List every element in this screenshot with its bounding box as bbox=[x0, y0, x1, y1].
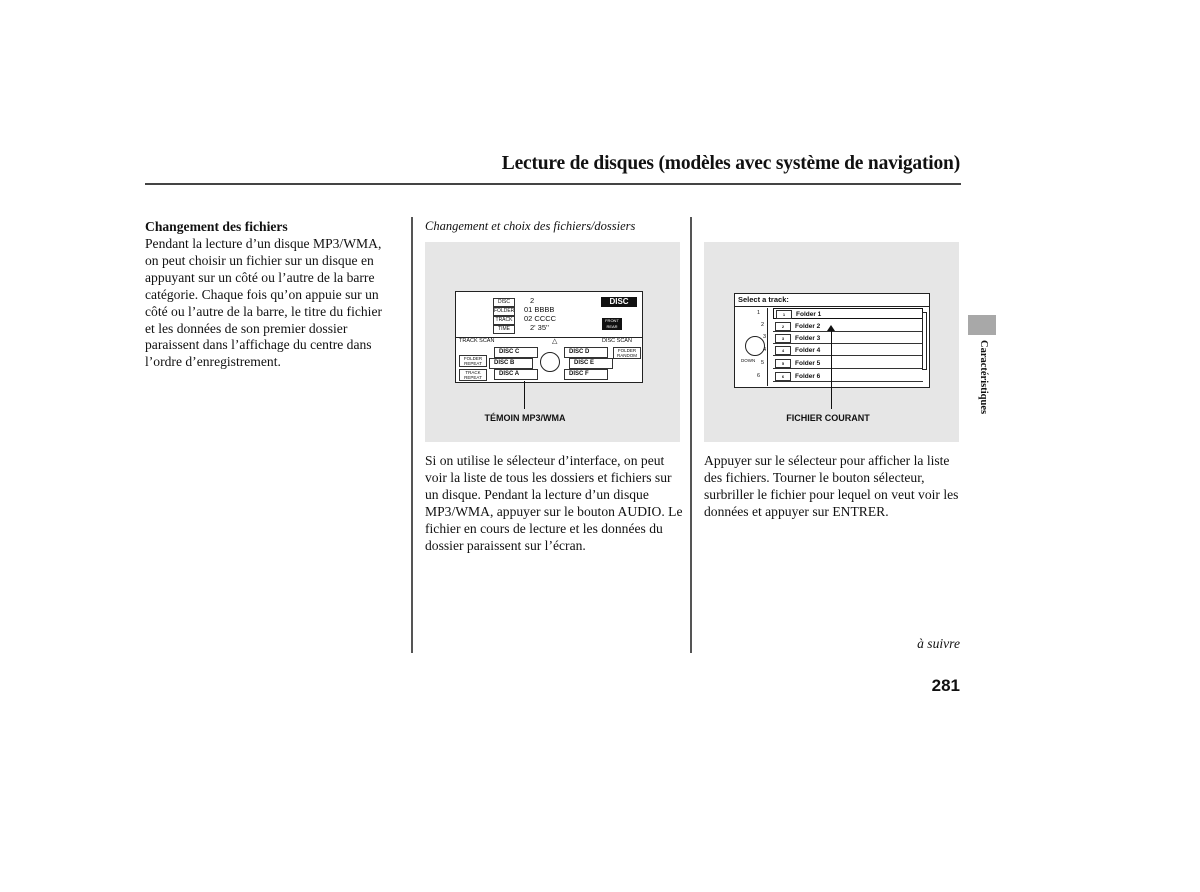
section-heading: Changement des fichiers bbox=[145, 219, 288, 234]
num-5: 5 bbox=[761, 360, 765, 366]
column-divider-2 bbox=[690, 217, 692, 653]
num-3: 3 bbox=[763, 334, 767, 340]
track-row-5: 5 Folder 5 bbox=[773, 358, 923, 369]
middle-paragraph: Si on utilise le sélecteur d’interface, on peut voir la liste de tous les dossiers et fichiers sur un disque. Pendant la lecture d’un disque MP3/WMA, appuyer sur le bouton AUDIO. Le fichier en cours de lecture et les données du dossier paraissent sur l’écran. bbox=[425, 453, 683, 553]
pointer-line bbox=[831, 329, 832, 409]
folder-icon: 3 bbox=[775, 334, 791, 343]
front-rear-badge: FRONT REAR bbox=[602, 318, 622, 330]
folder-icon: 4 bbox=[775, 346, 791, 355]
track-label: TRACK bbox=[493, 316, 515, 325]
track-row-3: 3 Folder 3 bbox=[773, 333, 923, 344]
tracks-screen bbox=[734, 293, 930, 388]
disc-value: 2 bbox=[530, 296, 535, 305]
num-1: 1 bbox=[757, 310, 761, 316]
selector-knob-icon bbox=[745, 336, 765, 356]
track-row-6: 6 Folder 6 bbox=[773, 371, 923, 382]
disc-scan-label: DISC SCAN bbox=[602, 338, 632, 344]
page-title: Lecture de disques (modèles avec système de navigation) bbox=[501, 153, 960, 174]
scrollbar bbox=[922, 312, 927, 370]
folder-icon: 6 bbox=[775, 372, 791, 381]
select-track-prompt: Select a track: bbox=[738, 295, 789, 304]
num-4: 4 bbox=[763, 347, 767, 353]
figure-disc-panel bbox=[425, 242, 680, 442]
track-row-1: 1 Folder 1 bbox=[773, 308, 923, 319]
time-value: 2' 35'' bbox=[530, 323, 549, 332]
figure-caption: Changement et choix des fichiers/dossiers bbox=[425, 219, 636, 233]
disc-e-button: DISC E bbox=[569, 358, 613, 369]
disc-screen bbox=[455, 291, 643, 383]
mp3-indicator-label: TÉMOIN MP3/WMA bbox=[484, 413, 566, 423]
folder-icon: 2 bbox=[775, 322, 791, 331]
disc-d-button: DISC D bbox=[564, 347, 608, 358]
time-label: TIME bbox=[493, 325, 515, 334]
track-row-4: 4 Folder 4 bbox=[773, 345, 923, 356]
header-rule bbox=[145, 183, 961, 185]
folder-value: 01 BBBB bbox=[524, 305, 555, 314]
section-tab bbox=[968, 315, 996, 335]
disc-mode-badge: DISC bbox=[601, 297, 637, 307]
track-value: 02 CCCC bbox=[524, 314, 557, 323]
up-arrow-icon: △ bbox=[552, 338, 558, 345]
column-divider-1 bbox=[411, 217, 413, 653]
folder-icon: 1 bbox=[776, 310, 792, 319]
arrow-up-icon bbox=[827, 325, 835, 331]
folder-repeat-button: FOLDER REPEAT bbox=[459, 355, 487, 367]
disc-b-button: DISC B bbox=[489, 358, 533, 369]
num-2: 2 bbox=[761, 322, 765, 328]
disc-label: DISC bbox=[493, 298, 515, 307]
folder-label: FOLDER bbox=[494, 308, 515, 314]
continued-note: à suivre bbox=[917, 636, 960, 651]
disc-c-button: DISC C bbox=[494, 347, 538, 358]
page-number: 281 bbox=[931, 676, 960, 695]
track-repeat-button: TRACK REPEAT bbox=[459, 369, 487, 381]
pointer-line bbox=[524, 381, 525, 409]
disc-a-button: DISC A bbox=[494, 369, 538, 380]
right-paragraph: Appuyer sur le sélecteur pour afficher la liste des fichiers. Tourner le bouton sélecteur, surbriller le fichier pour lequel on veut voir les données et appuyer sur ENTRER. bbox=[704, 453, 959, 519]
disc-f-button: DISC F bbox=[564, 369, 608, 380]
section-tab-label: Caractéristiques bbox=[978, 340, 989, 415]
down-label: DOWN bbox=[741, 358, 756, 363]
folder-icon: 5 bbox=[775, 359, 791, 368]
left-paragraph: Pendant la lecture d’un disque MP3/WMA, on peut choisir un fichier sur un disque en appuyant sur un côté ou l’autre de la barre catégorie. Chaque fois qu’on appuie sur un côté ou l’autre de la barre, le titre du fichier et les données de son premier dossier paraissent dans l’affichage du centre dans l’ordre d’enregistrement. bbox=[145, 236, 383, 370]
track-scan-label: TRACK SCAN bbox=[459, 338, 495, 344]
num-6: 6 bbox=[757, 373, 761, 379]
folder-random-button: FOLDER RANDOM bbox=[613, 347, 641, 359]
selector-knob-icon bbox=[540, 352, 560, 372]
current-file-label: FICHIER COURANT bbox=[786, 413, 870, 423]
figure-tracks-panel bbox=[704, 242, 959, 442]
track-row-2: 2 Folder 2 bbox=[773, 321, 923, 332]
